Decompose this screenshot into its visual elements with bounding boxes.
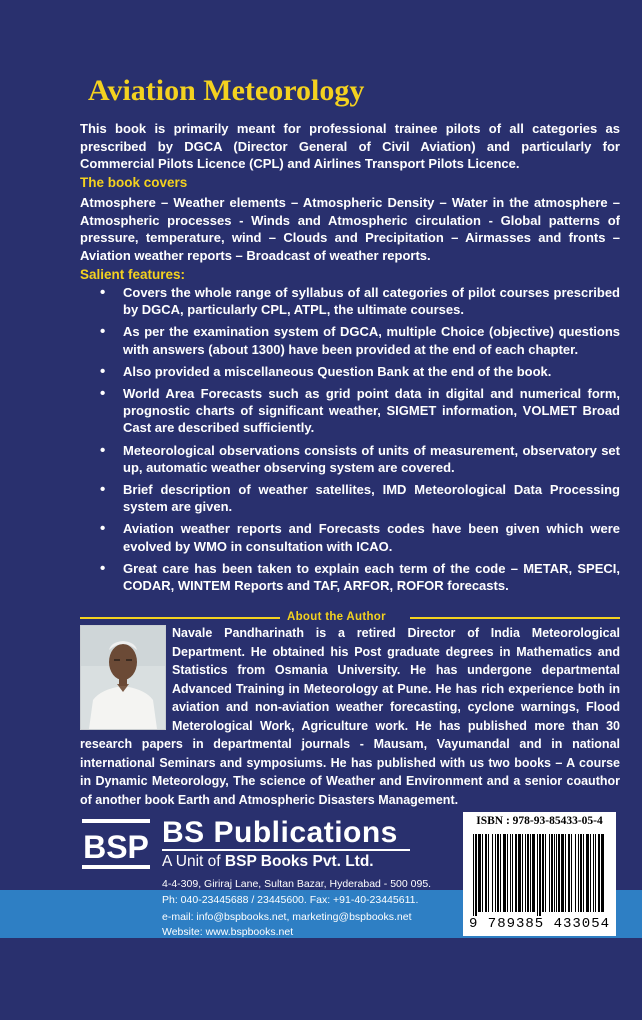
feature-item: • World Area Forecasts such as grid point data in digital and numerical form, prognostic charts of significant weather, SIGMET information, VOLMET Broad Cast are described sufficiently.: [80, 385, 620, 437]
publisher-name: BS Publications: [162, 816, 398, 849]
feature-item: • Aviation weather reports and Forecasts codes have been given which were evolved by WMO in consultation with ICAO.: [80, 520, 620, 554]
about-author-divider: [80, 611, 620, 625]
barcode-bar: [537, 834, 538, 916]
feature-item: • Brief description of weather satellites, IMD Meteorological Data Processing system are given.: [80, 481, 620, 515]
barcode-bar: [545, 834, 546, 912]
barcode-bar: [571, 834, 572, 912]
barcode-bar: [495, 834, 496, 912]
barcode-bar: [475, 834, 477, 916]
barcode-bar: [590, 834, 591, 912]
barcode-bar: [586, 834, 589, 912]
barcode-bar: [575, 834, 576, 912]
barcode-bar: [482, 834, 483, 912]
bsp-logo-text: BSP: [83, 829, 149, 865]
barcode-bar: [518, 834, 521, 912]
feature-item: • Covers the whole range of syllabus of all categories of pilot courses prescribed by DGCA, particularly CPL, ATPL, the ultimate courses.: [80, 284, 620, 318]
author-bio: Navale Pandharinath is a retired Director of India Meteorological Department. He obtained his Post graduate degrees in Mathematics and Statistics from Osmania University. He has undergone departmental Advanced Training in Meteorology at Pune. He has rich experience both in aviation and non-aviation weather forecasting, cyclone warnings, Flood Meterological Work, Agriculture work. He has published more than 30 research papers in departmental journals - Mausam, Vayumandal and in national international Seminars and symposiums. He has published with us two books – A course in Dynamic Meteorology, The science of Weather and Environment and a senior coauthor of another book Earth and Atmospheric Disasters Management.: [80, 626, 620, 807]
divider-line-right: [410, 617, 620, 619]
publisher-email: e-mail: info@bspbooks.net, marketing@bspbooks.net: [162, 911, 412, 923]
barcode-bar: [601, 834, 604, 912]
barcode-bar: [558, 834, 560, 912]
isbn-digits: 9 789385 433054: [468, 916, 611, 932]
author-bio-block: [80, 624, 620, 809]
barcode-bar: [522, 834, 523, 912]
isbn-label: ISBN : 978-93-85433-05-4: [476, 815, 603, 827]
barcode-bar: [532, 834, 535, 912]
barcode-bar: [530, 834, 531, 912]
barcode-bar: [515, 834, 517, 912]
publisher-phone: Ph: 040-23445688 / 23445600. Fax: +91-40-23445611.: [162, 894, 419, 906]
feature-item: • As per the examination system of DGCA, multiple Choice (objective) questions with answers (about 1300) have been provided at the end of each chapter.: [80, 323, 620, 357]
publisher-address: 4-4-309, Giriraj Lane, Sultan Bazar, Hyderabad - 500 095.: [162, 878, 432, 890]
barcode: [471, 834, 608, 916]
barcode-bar: [578, 834, 579, 912]
barcode-bar: [492, 834, 493, 912]
covers-heading: The book covers: [80, 175, 188, 190]
covers-paragraph: Atmosphere – Weather elements – Atmospheric Density – Water in the atmosphere – Atmospheric processes - Winds and Atmospheric circulation - Global patterns of pressure, temperature, wind – Clouds and Precipitation – Airmasses and fronts – Aviation weather reports – Broadcast of weather reports.: [80, 195, 620, 263]
barcode-bar: [583, 834, 584, 912]
publisher-website: Website: www.bspbooks.net: [162, 926, 294, 938]
barcode-bar: [551, 834, 553, 912]
barcode-bar: [593, 834, 594, 912]
barcode-bar: [500, 834, 501, 912]
barcode-bar: [556, 834, 557, 912]
barcode-bar: [568, 834, 570, 912]
divider-line-left: [80, 617, 280, 619]
barcode-bar: [539, 834, 541, 916]
book-title: Aviation Meteorology: [88, 74, 365, 107]
barcode-bar: [595, 834, 596, 912]
barcode-bar: [554, 834, 555, 912]
barcode-bar: [598, 834, 600, 912]
bsp-logo: [82, 819, 150, 869]
barcode-bar: [525, 834, 526, 912]
barcode-bar: [527, 834, 529, 912]
publisher-unit-prefix: A Unit of: [162, 853, 221, 870]
barcode-bar: [512, 834, 513, 912]
barcode-bar: [542, 834, 544, 912]
feature-item: • Great care has been taken to explain each term of the code – METAR, SPECI, CODAR, WINTEM Reports and TAF, ARFOR, ROFOR forecasts.: [80, 560, 620, 594]
feature-item: • Also provided a miscellaneous Question Bank at the end of the book.: [80, 363, 620, 380]
isbn-barcode-box: [463, 812, 616, 936]
barcode-bar: [510, 834, 511, 912]
barcode-bar: [488, 834, 489, 912]
barcode-bar: [580, 834, 582, 912]
salient-features-list: [80, 284, 620, 599]
barcode-bar: [561, 834, 564, 912]
barcode-bar: [473, 834, 474, 916]
publisher-unit: [162, 849, 410, 871]
barcode-bar: [485, 834, 487, 912]
barcode-bar: [549, 834, 550, 912]
photo-spacer: [80, 624, 172, 735]
publisher-unit-name: BSP Books Pvt. Ltd.: [224, 853, 374, 870]
salient-features-heading: Salient features:: [80, 267, 186, 282]
barcode-bar: [565, 834, 566, 912]
barcode-bar: [497, 834, 499, 912]
barcode-bar: [503, 834, 506, 912]
about-author-heading: About the Author: [287, 611, 386, 623]
feature-item: • Meteorological observations consists of units of measurement, observatory set up, automatic weather observing system are covered.: [80, 442, 620, 476]
barcode-bar: [507, 834, 508, 912]
barcode-bar: [478, 834, 481, 912]
intro-paragraph: This book is primarily meant for professional trainee pilots of all categories as prescribed by DGCA (Director General of Civil Aviation) and particularly for Commercial Pilots Licence (CPL) and Airlines Transport Pilots Licence.: [80, 121, 620, 171]
